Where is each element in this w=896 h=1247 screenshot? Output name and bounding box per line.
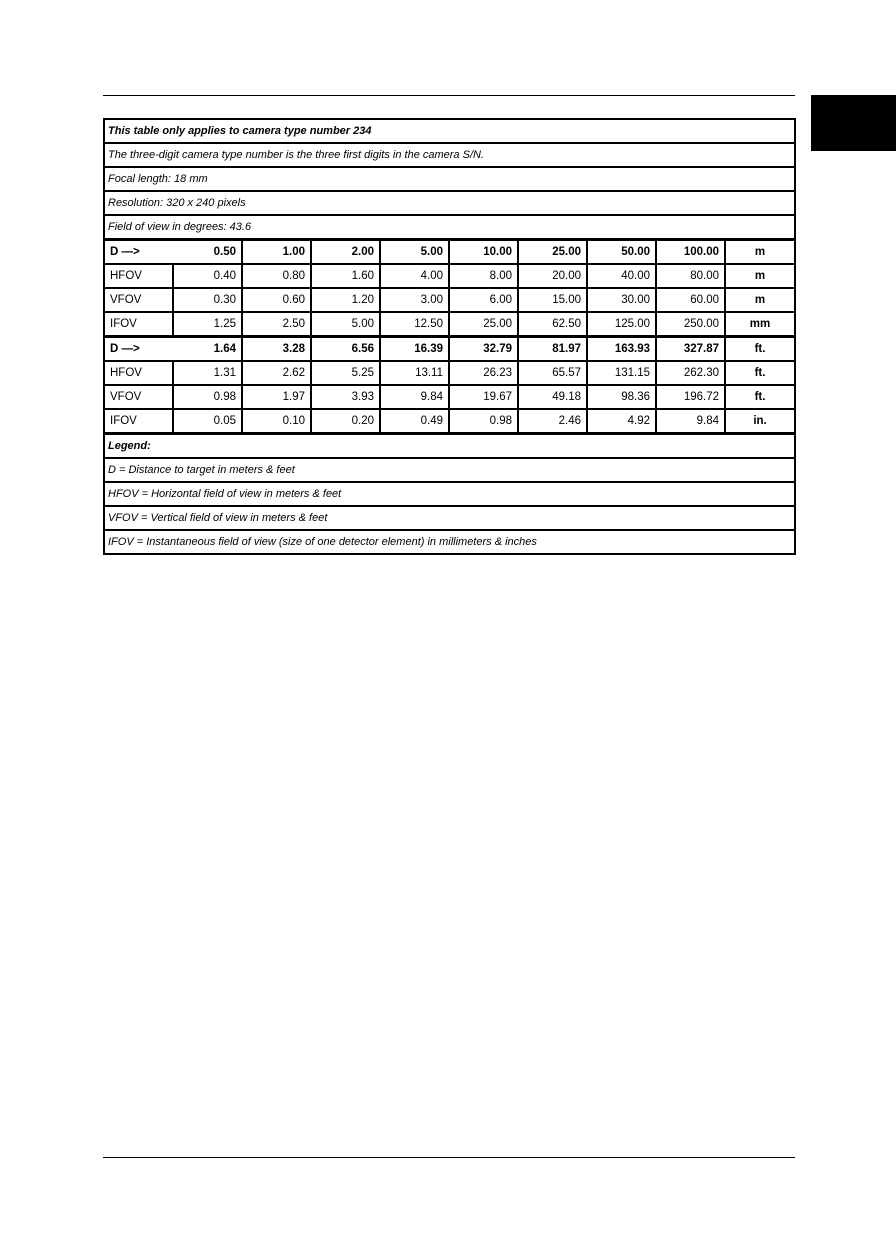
table-body	[104, 119, 795, 554]
info-text: Resolution: 320 x 240 pixels	[104, 191, 795, 215]
table-cell: 0.40	[173, 264, 242, 288]
table-cell: 0.30	[173, 288, 242, 312]
table-cell: 2.50	[242, 312, 311, 337]
distance-value: 1.00	[242, 240, 311, 265]
table-cell: 1.25	[173, 312, 242, 337]
header-rule	[103, 95, 795, 96]
table-cell: 49.18	[518, 385, 587, 409]
table-row	[104, 385, 795, 409]
unit-cell: m	[725, 288, 795, 312]
distance-value: 10.00	[449, 240, 518, 265]
info-text: The three-digit camera type number is the three first digits in the camera S/N.	[104, 143, 795, 167]
info-text: Field of view in degrees: 43.6	[104, 215, 795, 240]
table-row	[104, 288, 795, 312]
row-label: HFOV	[104, 361, 173, 385]
table-cell: 98.36	[587, 385, 656, 409]
info-row	[104, 530, 795, 554]
row-label: HFOV	[104, 264, 173, 288]
table-cell: 65.57	[518, 361, 587, 385]
distance-row	[104, 337, 795, 362]
footer-rule	[103, 1157, 795, 1158]
distance-value: 100.00	[656, 240, 725, 265]
table-cell: 0.49	[380, 409, 449, 434]
info-row	[104, 506, 795, 530]
unit-cell: ft.	[725, 361, 795, 385]
distance-value: 6.56	[311, 337, 380, 362]
table-cell: 131.15	[587, 361, 656, 385]
table-cell: 0.98	[173, 385, 242, 409]
table-cell: 1.31	[173, 361, 242, 385]
distance-value: 2.00	[311, 240, 380, 265]
info-text: Legend:	[104, 434, 795, 459]
distance-value: 327.87	[656, 337, 725, 362]
table-cell: 1.20	[311, 288, 380, 312]
info-text: VFOV = Vertical field of view in meters & feet	[104, 506, 795, 530]
info-row	[104, 215, 795, 240]
row-label: IFOV	[104, 409, 173, 434]
table-cell: 4.92	[587, 409, 656, 434]
row-label: IFOV	[104, 312, 173, 337]
info-row	[104, 143, 795, 167]
distance-value: 50.00	[587, 240, 656, 265]
table-cell: 2.62	[242, 361, 311, 385]
table-cell: 0.20	[311, 409, 380, 434]
distance-value: 3.28	[242, 337, 311, 362]
table-cell: 0.10	[242, 409, 311, 434]
table-cell: 30.00	[587, 288, 656, 312]
distance-value: 25.00	[518, 240, 587, 265]
table-cell: 15.00	[518, 288, 587, 312]
table-cell: 8.00	[449, 264, 518, 288]
info-row	[104, 482, 795, 506]
unit-cell: ft.	[725, 385, 795, 409]
table-cell: 196.72	[656, 385, 725, 409]
table-cell: 0.98	[449, 409, 518, 434]
table-cell: 4.00	[380, 264, 449, 288]
unit-cell: m	[725, 240, 795, 265]
chapter-tab-marker	[811, 95, 896, 151]
table-cell: 25.00	[449, 312, 518, 337]
table-cell: 62.50	[518, 312, 587, 337]
row-label: VFOV	[104, 385, 173, 409]
distance-row	[104, 240, 795, 265]
table-cell: 250.00	[656, 312, 725, 337]
unit-cell: m	[725, 264, 795, 288]
table-cell: 262.30	[656, 361, 725, 385]
table-cell: 3.00	[380, 288, 449, 312]
distance-value: 32.79	[449, 337, 518, 362]
info-text: IFOV = Instantaneous field of view (size of one detector element) in millimeters & inches	[104, 530, 795, 554]
info-row	[104, 167, 795, 191]
info-text: D = Distance to target in meters & feet	[104, 458, 795, 482]
table-cell: 1.60	[311, 264, 380, 288]
table-cell: 60.00	[656, 288, 725, 312]
table-cell: 40.00	[587, 264, 656, 288]
table-cell: 0.80	[242, 264, 311, 288]
table-cell: 2.46	[518, 409, 587, 434]
distance-value: 81.97	[518, 337, 587, 362]
distance-label: D —>	[104, 337, 173, 362]
table-cell: 9.84	[656, 409, 725, 434]
table-cell: 80.00	[656, 264, 725, 288]
table-cell: 1.97	[242, 385, 311, 409]
table-cell: 26.23	[449, 361, 518, 385]
distance-value: 16.39	[380, 337, 449, 362]
table-row	[104, 361, 795, 385]
field-of-view-table	[103, 118, 796, 555]
unit-cell: ft.	[725, 337, 795, 362]
table-cell: 20.00	[518, 264, 587, 288]
table-cell: 19.67	[449, 385, 518, 409]
table-row	[104, 312, 795, 337]
distance-value: 163.93	[587, 337, 656, 362]
table-cell: 3.93	[311, 385, 380, 409]
table-cell: 0.60	[242, 288, 311, 312]
table-row	[104, 264, 795, 288]
unit-cell: in.	[725, 409, 795, 434]
distance-value: 5.00	[380, 240, 449, 265]
info-row	[104, 458, 795, 482]
table-row	[104, 409, 795, 434]
info-row	[104, 434, 795, 459]
table-cell: 5.00	[311, 312, 380, 337]
table-cell: 12.50	[380, 312, 449, 337]
distance-label: D —>	[104, 240, 173, 265]
distance-value: 1.64	[173, 337, 242, 362]
table-cell: 0.05	[173, 409, 242, 434]
table-cell: 9.84	[380, 385, 449, 409]
info-row	[104, 119, 795, 143]
info-text: Focal length: 18 mm	[104, 167, 795, 191]
table-cell: 13.11	[380, 361, 449, 385]
table-cell: 5.25	[311, 361, 380, 385]
info-text: This table only applies to camera type number 234	[104, 119, 795, 143]
info-row	[104, 191, 795, 215]
unit-cell: mm	[725, 312, 795, 337]
info-text: HFOV = Horizontal field of view in meters & feet	[104, 482, 795, 506]
table-cell: 125.00	[587, 312, 656, 337]
distance-value: 0.50	[173, 240, 242, 265]
table-cell: 6.00	[449, 288, 518, 312]
row-label: VFOV	[104, 288, 173, 312]
